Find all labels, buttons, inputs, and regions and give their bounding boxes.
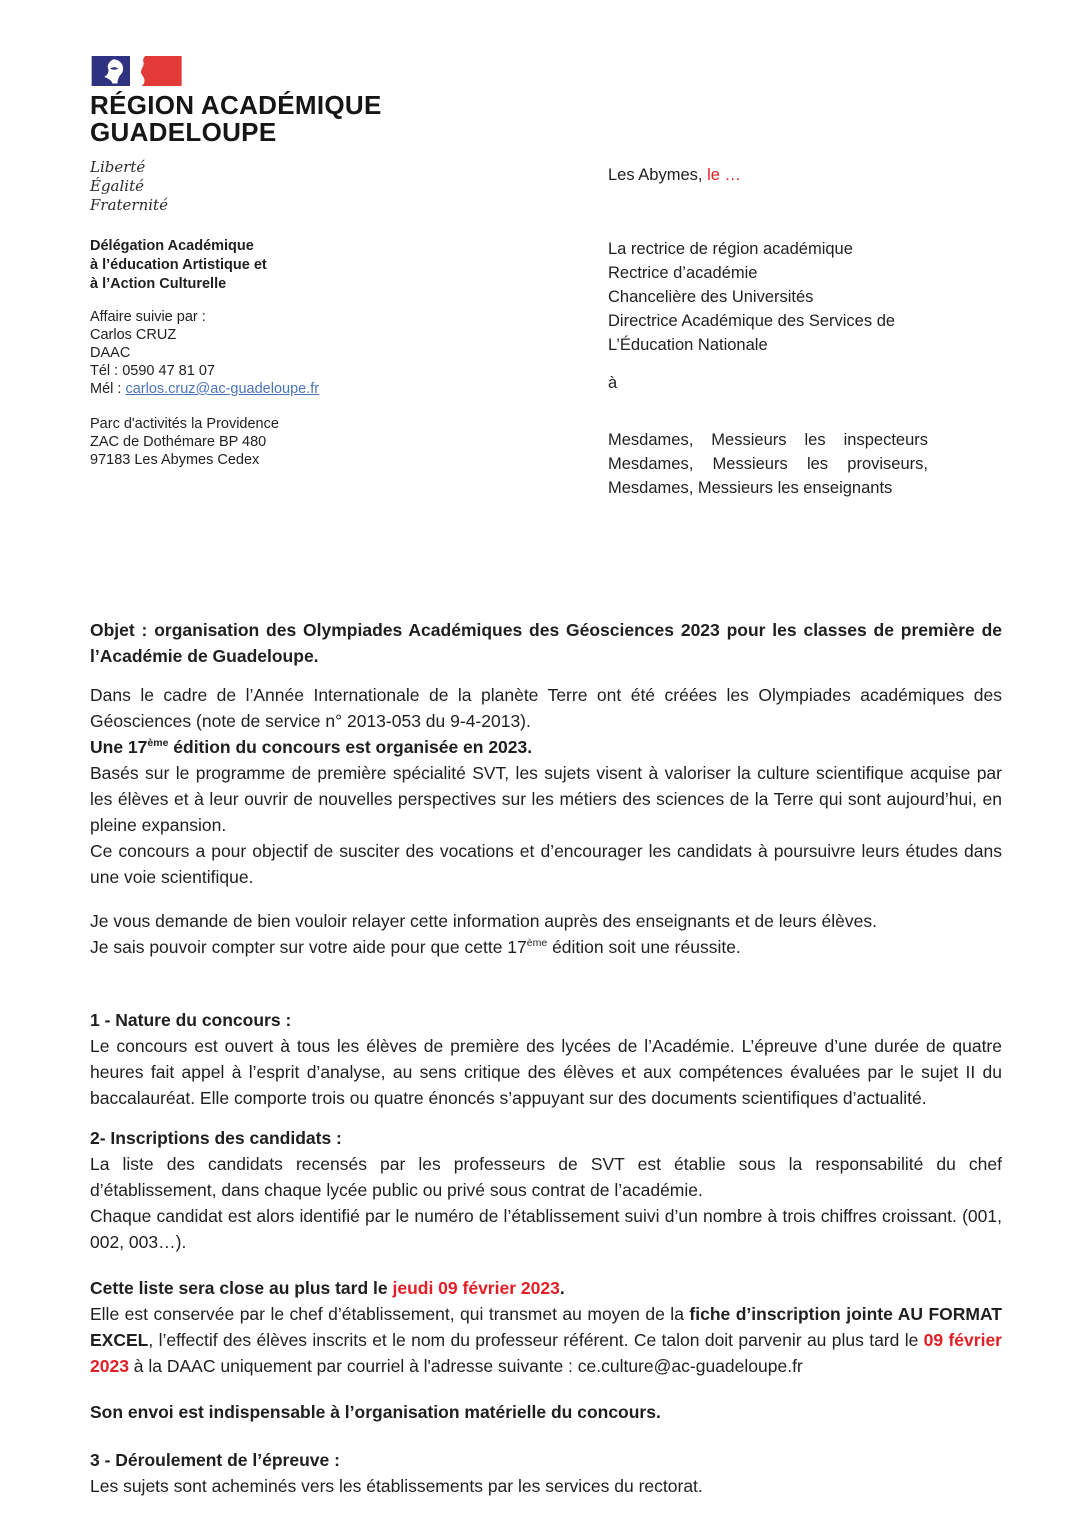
sender-email-link[interactable]: carlos.cruz@ac-guadeloupe.fr xyxy=(125,381,320,397)
place-text: Les Abymes, xyxy=(608,166,708,184)
section-2-heading: 2- Inscriptions des candidats : xyxy=(90,1128,342,1148)
program-description: Basés sur le programme de première spécialité SVT, les sujets visent à valoriser la culture scientifique acquise par les élèves et à leur ouvrir de nouvelles perspectives sur les métiers des sciences de la Terre qui sont aujourd’hui, en pleine expansion. xyxy=(90,763,1002,835)
intro-context: Dans le cadre de l’Année Internationale de la planète Terre ont été créées les Olympiades académiques des Géosciences (note de service n° 2013-053 du 9-4-2013). xyxy=(90,685,1002,731)
sender-address-line: Parc d'activités la Providence xyxy=(90,416,279,432)
sender-address-line: ZAC de Dothémare BP 480 xyxy=(90,434,267,450)
recipient-block xyxy=(608,163,928,500)
sender-department xyxy=(90,237,430,294)
envoi-notice: Son envoi est indispensable à l’organisation matérielle du concours. xyxy=(90,1402,661,1422)
addressee-line: Mesdames, Messieurs les inspecteurs xyxy=(608,431,928,449)
place-date-line xyxy=(608,163,928,187)
sender-contact-phone: Tél : 0590 47 81 07 xyxy=(90,363,215,379)
motto xyxy=(90,158,420,215)
sender-department-line: Délégation Académique xyxy=(90,238,254,254)
recipient-to: à xyxy=(608,374,618,392)
objective-paragraph: Ce concours a pour objectif de susciter des vocations et d’encourager les candidats à poursuivre leurs études dans une voie scientifique. xyxy=(90,841,1002,887)
sender-contact xyxy=(90,308,430,398)
edition-announcement: Une 17ème édition du concours est organisée en 2023. xyxy=(90,737,533,757)
republic-logo-block xyxy=(90,54,420,215)
registration-details: Elle est conservée par le chef d’établissement, qui transmet au moyen de la fiche d’inscription jointe AU FORMAT EXCEL, l’effectif des élèves inscrits et le nom du professeur référent. Ce talon doit parvenir au plus tard le 09 février 2023 à la DAAC uniquement par courriel à l'adresse suivante : ce.culture@ac-guadeloupe.fr xyxy=(90,1304,1002,1376)
sender-contact-line: Affaire suivie par : xyxy=(90,309,206,325)
recipient-title-line: Directrice Académique des Services de xyxy=(608,312,896,330)
addressee-line: Mesdames, Messieurs les proviseurs, xyxy=(608,455,928,473)
recipient-title-line: Rectrice d’académie xyxy=(608,264,758,282)
french-flag-marianne-icon xyxy=(90,54,190,88)
sender-email-label: Mél : xyxy=(90,381,126,397)
sender-contact-service: DAAC xyxy=(90,345,131,361)
section-1-body: Le concours est ouvert à tous les élèves de première des lycées de l’Académie. L’épreuve d’une durée de quatre heures fait appel à l’esprit d’analyse, au sens critique des élèves et aux compétences évaluées par le sujet II du baccalauréat. Elle comporte trois ou quatre énoncés s’appuyant sur des documents scientifiques d’actualité. xyxy=(90,1036,1002,1108)
sender-block xyxy=(90,237,430,469)
region-title-line1: RÉGION ACADÉMIQUE xyxy=(90,90,382,120)
section-3-body: Les sujets sont acheminés vers les établissements par les services du rectorat. xyxy=(90,1476,703,1496)
deadline-notice: Cette liste sera close au plus tard le jeudi 09 février 2023. xyxy=(90,1278,565,1298)
region-title-line2: GUADELOUPE xyxy=(90,117,277,147)
sender-department-line: à l’éducation Artistique et xyxy=(90,257,267,273)
section-3-heading: 3 - Déroulement de l’épreuve : xyxy=(90,1450,340,1470)
section-2-body-2: Chaque candidat est alors identifié par le numéro de l’établissement suivi d’un nombre à trois chiffres croissant. (001, 002, 003…). xyxy=(90,1206,1002,1252)
sender-address-line: 97183 Les Abymes Cedex xyxy=(90,452,260,468)
support-request: Je sais pouvoir compter sur votre aide pour que cette 17ème édition soit une réussite. xyxy=(90,937,741,957)
subject-line: Objet : organisation des Olympiades Académiques des Géosciences 2023 pour les classes de première de l’Académie de Guadeloupe. xyxy=(90,620,1002,666)
recipient-title-line: Chancelière des Universités xyxy=(608,288,814,306)
sender-address xyxy=(90,415,430,469)
recipient-addressees xyxy=(608,428,928,500)
letter-body xyxy=(90,617,1002,1499)
sender-email-line xyxy=(90,380,430,398)
relay-request: Je vous demande de bien vouloir relayer cette information auprès des enseignants et de leurs élèves. xyxy=(90,911,877,931)
recipient-title-line: La rectrice de région académique xyxy=(608,240,853,258)
motto-egalite: Égalité xyxy=(90,177,144,195)
section-1-heading: 1 - Nature du concours : xyxy=(90,1010,292,1030)
recipient-titles xyxy=(608,237,928,357)
addressee-line: Mesdames, Messieurs les enseignants xyxy=(608,479,893,497)
sender-department-line: à l’Action Culturelle xyxy=(90,276,227,292)
sender-contact-name: Carlos CRUZ xyxy=(90,327,177,343)
date-placeholder-text: le … xyxy=(707,166,741,184)
section-2-body-1: La liste des candidats recensés par les professeurs de SVT est établie sous la responsabilité du chef d’établissement, dans chaque lycée public ou privé sous contrat de l’académie. xyxy=(90,1154,1002,1200)
motto-fraternite: Fraternité xyxy=(90,196,168,214)
recipient-title-line: L’Éducation Nationale xyxy=(608,336,768,354)
region-title xyxy=(90,92,420,146)
motto-liberte: Liberté xyxy=(90,158,146,176)
